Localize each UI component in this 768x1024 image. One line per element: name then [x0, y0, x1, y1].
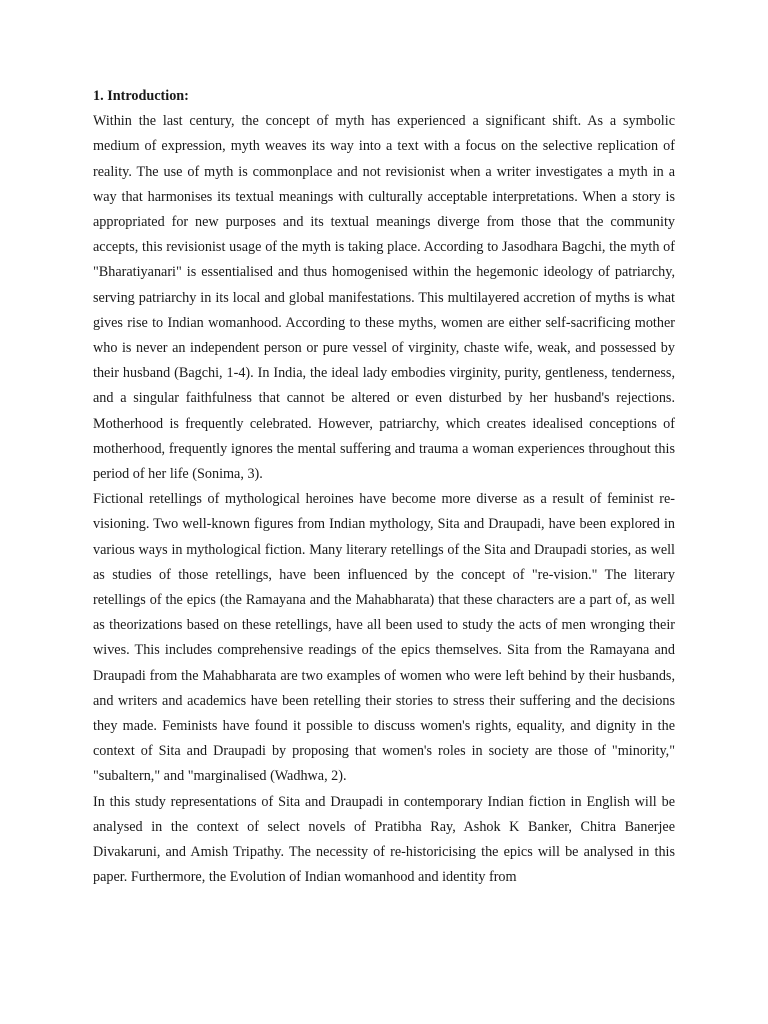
- paragraph-myth-concept: Within the last century, the concept of myth has experienced a significant shift. As a symbolic medium of expression, myth weaves its way into a text with a focus on the selective replication of reality. The use of myth is commonplace and not revisionist when a writer investigates a myth in a way that harmonises its textual meanings with culturally acceptable interpretations. When a story is appropriated for new purposes and its textual meanings diverge from those that the community accepts, this revisionist usage of the myth is taking place. According to Jasodhara Bagchi, the myth of "Bharatiyanari" is essentialised and thus homogenised within the hegemonic ideology of patriarchy, serving patriarchy in its local and global manifestations. This multilayered accretion of myths is what gives rise to Indian womanhood. According to these myths, women are either self-sacrificing mother who is never an independent person or pure vessel of virginity, chaste wife, weak, and possessed by their husband (Bagchi, 1-4). In India, the ideal lady embodies virginity, purity, gentleness, tenderness, and a singular faithfulness that cannot be altered or even disturbed by her husband's rejections. Motherhood is frequently celebrated. However, patriarchy, which creates idealised conceptions of motherhood, frequently ignores the mental suffering and trauma a woman experiences throughout this period of her life (Sonima, 3).: [93, 113, 675, 483]
- paragraph-feminist-retellings: Fictional retellings of mythological heroines have become more diverse as a result of feminist re-visioning. Two well-known figures from Indian mythology, Sita and Draupadi, have been explored in various ways in mythological fiction. Many literary retellings of the Sita and Draupadi stories, as well as studies of those retellings, have been influenced by the concept of "re-vision." The literary retellings of the epics (the Ramayana and the Mahabharata) that these characters are a part of, as well as theorizations based on these retellings, have all been used to study the acts of men wronging their wives. This includes comprehensive readings of the epics themselves. Sita from the Ramayana and Draupadi from the Mahabharata are two examples of women who were left behind by their husbands, and writers and academics have been retelling their stories to stress their suffering and the decisions they made. Feminists have found it possible to discuss women's rights, equality, and dignity in the context of Sita and Draupadi by proposing that women's roles in society are those of "minority," "subaltern," and "marginalised (Wadhwa, 2).: [93, 491, 675, 785]
- section-heading: 1. Introduction:: [93, 88, 189, 104]
- paragraph-study-scope: In this study representations of Sita and Draupadi in contemporary Indian fiction in English will be analysed in the context of select novels of Pratibha Ray, Ashok K Banker, Chitra Banerjee Divakaruni, and Amish Tripathy. The necessity of re-historicising the epics will be analysed in this paper. Furthermore, the Evolution of Indian womanhood and identity from: [93, 793, 675, 886]
- document-body: [93, 84, 675, 891]
